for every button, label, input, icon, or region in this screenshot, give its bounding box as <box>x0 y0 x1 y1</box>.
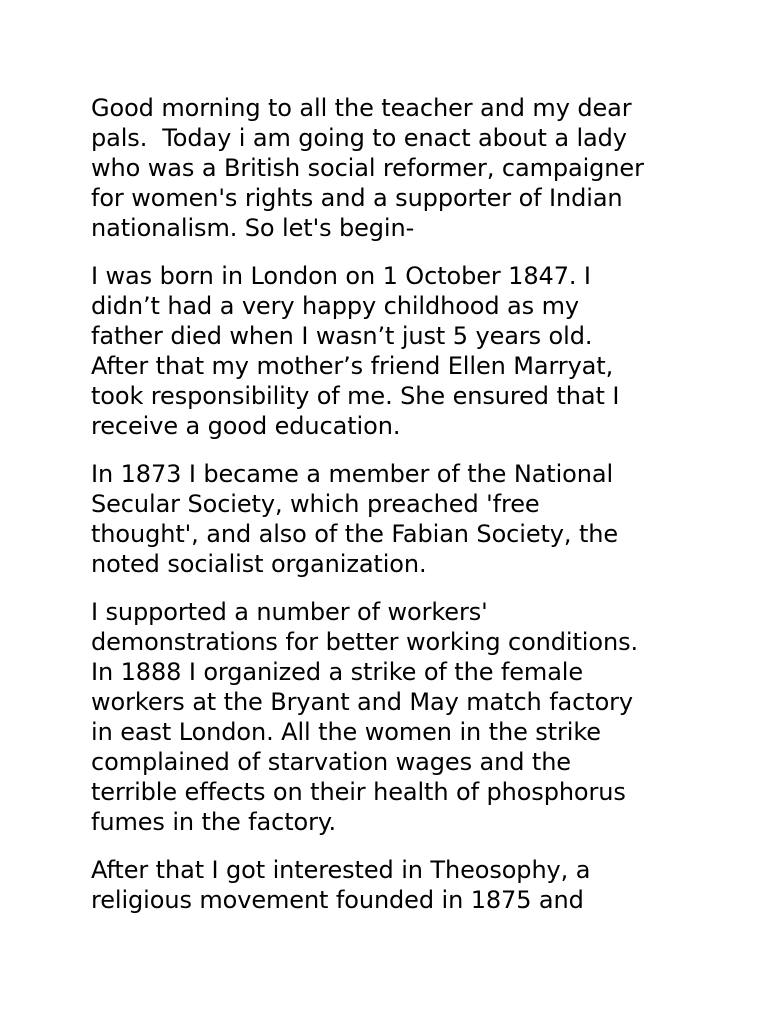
paragraph-intro <box>91 93 691 243</box>
text-line: who was a British social reformer, campaigner <box>91 154 644 182</box>
text-line: thought', and also of the Fabian Society, the <box>91 520 619 548</box>
text-line: In 1873 I became a member of the National <box>91 460 614 488</box>
paragraph-theosophy <box>91 855 691 915</box>
text-line: fumes in the factory. <box>91 808 337 836</box>
text-line: father died when I wasn’t just 5 years old. <box>91 322 593 350</box>
text-line: noted socialist organization. <box>91 550 427 578</box>
paragraph-societies <box>91 459 691 579</box>
document-body <box>91 93 691 933</box>
text-line: After that my mother’s friend Ellen Marryat, <box>91 352 614 380</box>
paragraph-strike <box>91 597 691 837</box>
text-line: In 1888 I organized a strike of the female <box>91 658 584 686</box>
text-line: complained of starvation wages and the <box>91 748 571 776</box>
text-line: terrible effects on their health of phosphorus <box>91 778 626 806</box>
text-line: receive a good education. <box>91 412 401 440</box>
text-line: After that I got interested in Theosophy, a <box>91 856 591 884</box>
text-line: for women's rights and a supporter of Indian <box>91 184 623 212</box>
text-line: pals. Today i am going to enact about a lady <box>91 124 627 152</box>
text-line: nationalism. So let's begin- <box>91 214 415 242</box>
text-line: I was born in London on 1 October 1847. I <box>91 262 591 290</box>
text-line: demonstrations for better working conditions. <box>91 628 638 656</box>
text-line: didn’t had a very happy childhood as my <box>91 292 579 320</box>
paragraph-childhood <box>91 261 691 441</box>
text-line: workers at the Bryant and May match factory <box>91 688 634 716</box>
text-line: Secular Society, which preached 'free <box>91 490 540 518</box>
text-line: in east London. All the women in the strike <box>91 718 601 746</box>
text-line: Good morning to all the teacher and my dear <box>91 94 632 122</box>
text-line: took responsibility of me. She ensured that I <box>91 382 620 410</box>
text-line: I supported a number of workers' <box>91 598 488 626</box>
text-line: religious movement founded in 1875 and <box>91 886 584 914</box>
